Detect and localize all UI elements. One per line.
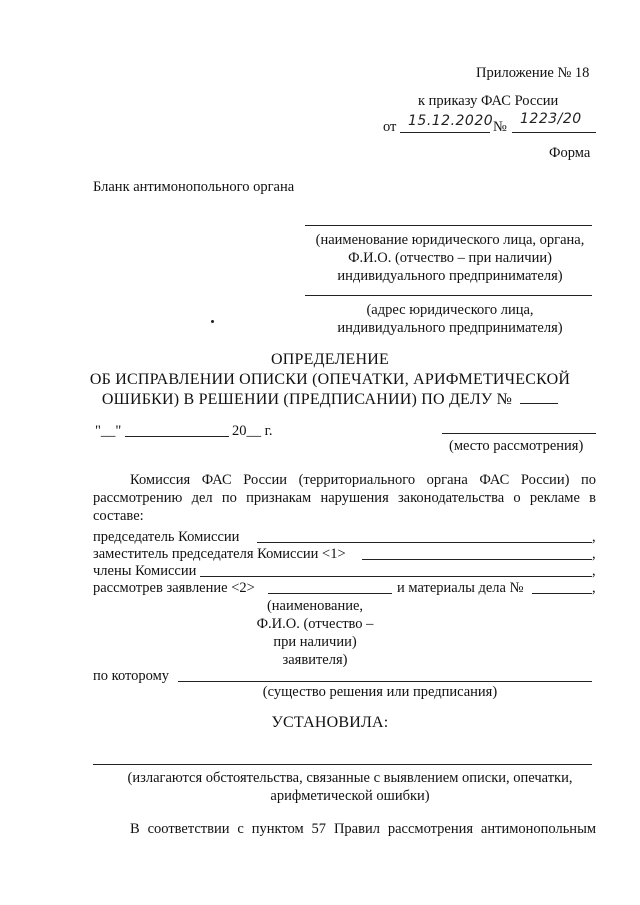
addressee-address-caption: (адрес юридического лица, xyxy=(366,302,534,318)
blank-label: Бланк антимонопольного органа xyxy=(93,179,295,195)
order-date-underline xyxy=(400,132,490,133)
circumstances-caption: (излагаются обстоятельства, связанные с выявлением описки, опечатки, xyxy=(127,770,573,786)
document-title-row xyxy=(0,389,640,410)
deputy-line xyxy=(362,559,592,560)
members-line xyxy=(200,576,592,577)
addressee-address-caption: индивидуального предпринимателя) xyxy=(337,320,563,336)
document-title: ОШИБКИ) В РЕШЕНИИ (ПРЕДПИСАНИИ) ПО ДЕЛУ № xyxy=(101,391,513,408)
applicant-caption: заявителя) xyxy=(282,652,348,668)
essence-line xyxy=(178,681,592,682)
commission-paragraph: рассмотрению дел по признакам нарушения законодательства о рекламе в xyxy=(93,490,596,506)
document-title: ОПРЕДЕЛЕНИЕ xyxy=(271,351,389,368)
case-materials-label: и материалы дела № xyxy=(397,580,524,596)
application-line xyxy=(268,593,392,594)
place-caption: (место рассмотрения) xyxy=(449,438,584,454)
commission-paragraph: составе: xyxy=(93,508,144,524)
applicant-caption: Ф.И.О. (отчество – xyxy=(256,616,374,632)
circumstances-line xyxy=(93,764,592,765)
appendix-number: Приложение № 18 xyxy=(476,65,590,81)
addressee-name-caption: Ф.И.О. (отчество – при наличии) xyxy=(348,250,552,266)
commission-paragraph: Комиссия ФАС России (территориального органа ФАС России) по xyxy=(130,472,596,488)
rules-paragraph: В соответствии с пунктом 57 Правил рассмотрения антимонопольным xyxy=(130,821,596,837)
addressee-address-line xyxy=(305,295,592,296)
stray-dot xyxy=(211,320,214,323)
case-number-blank xyxy=(520,403,558,404)
document-title: ОБ ИСПРАВЛЕНИИ ОПИСКИ (ОПЕЧАТКИ, АРИФМЕТИЧЕСКОЙ xyxy=(89,371,571,388)
chair-line xyxy=(257,542,592,543)
case-number-line xyxy=(532,593,592,594)
essence-caption: (существо решения или предписания) xyxy=(262,684,498,700)
order-reference: к приказу ФАС России xyxy=(418,93,559,109)
form-label: Форма xyxy=(549,145,591,161)
place-line xyxy=(442,433,596,434)
chair-label: председатель Комиссии xyxy=(93,529,240,545)
established-heading: УСТАНОВИЛА: xyxy=(271,714,389,731)
applicant-caption: (наименование, xyxy=(266,598,364,614)
deputy-label: заместитель председателя Комиссии <1> xyxy=(93,546,346,562)
by-which-label: по которому xyxy=(93,668,170,684)
members-label: члены Комиссии xyxy=(93,563,197,579)
date-month-line xyxy=(125,436,229,437)
addressee-name-caption: (наименование юридического лица, органа, xyxy=(315,232,585,248)
applicant-caption: при наличии) xyxy=(273,634,357,650)
comma: , xyxy=(592,546,596,562)
date-year: 20__ г. xyxy=(232,423,273,439)
circumstances-caption: арифметической ошибки) xyxy=(270,788,430,804)
comma: , xyxy=(592,580,596,596)
order-number-underline xyxy=(512,132,596,133)
considered-label: рассмотрев заявление <2> xyxy=(93,580,255,596)
addressee-name-caption: индивидуального предпринимателя) xyxy=(337,268,563,284)
order-number-handwritten: 1223/20 xyxy=(520,111,582,127)
addressee-name-line xyxy=(305,225,592,226)
date-quotes: "__" xyxy=(95,423,122,439)
comma: , xyxy=(592,563,596,579)
order-number-sign: № xyxy=(493,119,507,135)
comma: , xyxy=(592,529,596,545)
order-from-label: от xyxy=(383,119,397,135)
order-date-handwritten: 15.12.2020 xyxy=(408,113,494,129)
